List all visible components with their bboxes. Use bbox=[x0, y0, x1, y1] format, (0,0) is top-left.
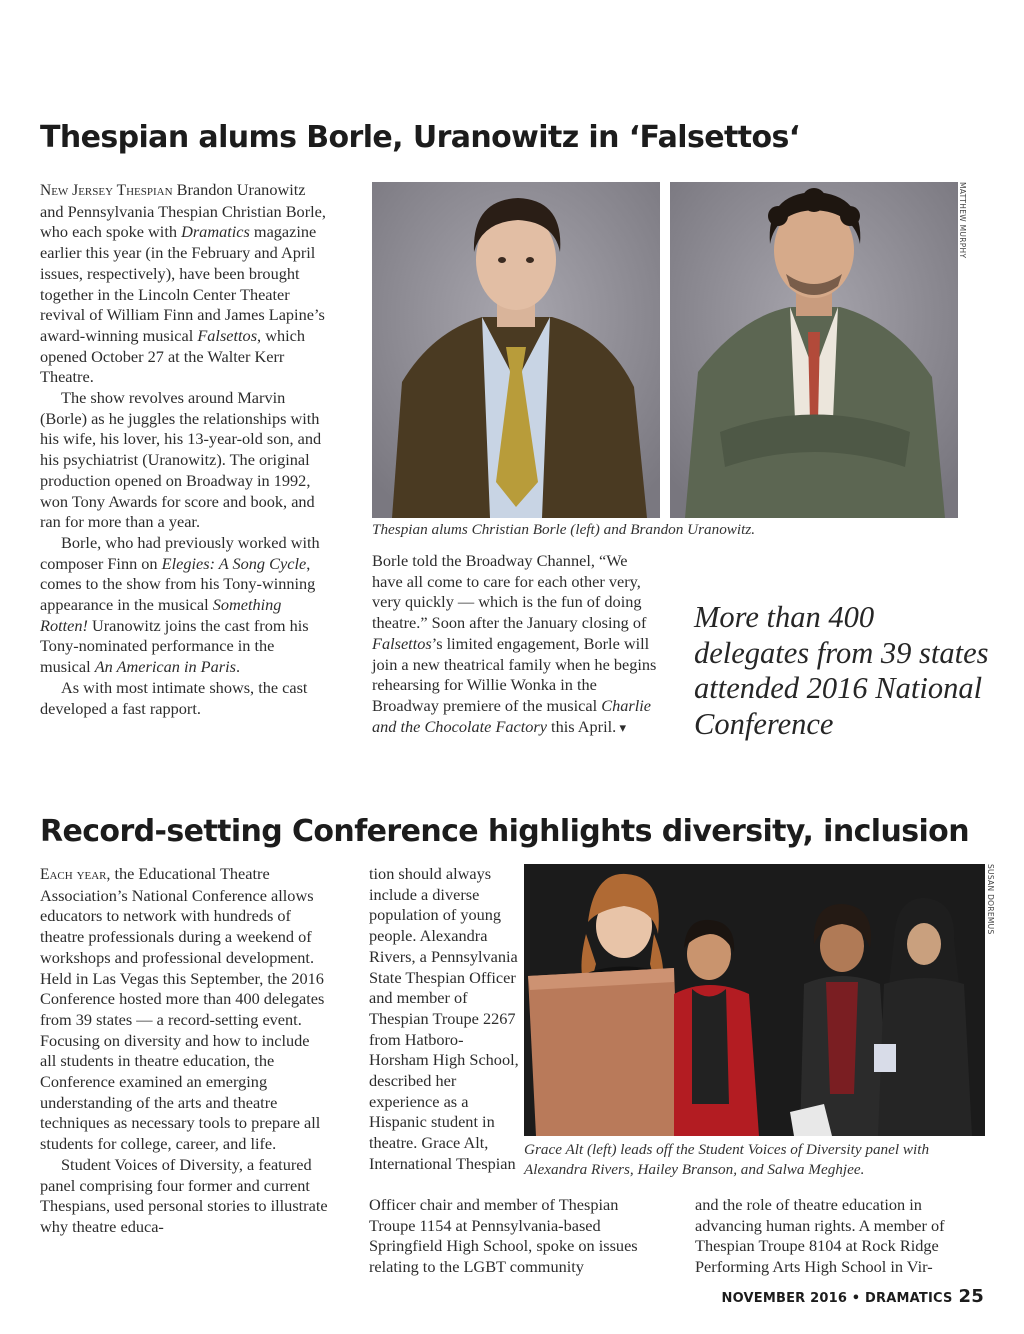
pull-quote: More than 400 delegates from 39 states attended 2016 National Conference bbox=[694, 600, 989, 741]
article-2-paragraph-1: Each year, the Educational Theatre Association’s National Conference allows educators to network with hundreds of theatre professionals during a weekend of workshops and professional development. Held in Las Vegas this September, the 2016 Conference hosted more than 400 delegates from 39 states — a record-setting event. Focusing on diversity and how to include all students in theatre education, the Conference examined an emerging understanding of the arts and theatre techniques as necessary tools to prepare all students for college, career, and life. bbox=[40, 864, 325, 1154]
article-1-paragraph-2: The show revolves around Marvin (Borle) as he juggles the relationships with his wife, his lover, his 13-year-old son, and his psychiatrist (Uranowitz). The original production opened on Broadway in 1992, won Tony Awards for score and book, and ran for more than a year. bbox=[40, 388, 322, 532]
portrait-borle-illustration bbox=[372, 182, 660, 518]
article-1-paragraph-1: New Jersey Thespian Brandon Uranowitz and Pennsylvania Thespian Christian Borle, who each spoke with Dramatics magazine earlier this year (in the February and April issues, respectively), have been brought together in the Lincoln Center Theater revival of William Finn and James Lapine’s award-winning musical Falsettos, which opened October 27 at the Walter Kerr Theatre. bbox=[40, 180, 326, 387]
article-1-paragraph-3: Borle, who had previously worked with composer Finn on Elegies: A Song Cycle, comes to the show from his Tony-winning appearance in the musical Something Rotten! Uranowitz joins the cast from his Tony-nominated performance in the musical An American in Paris. bbox=[40, 532, 320, 677]
article-1-paragraph-4: As with most intimate shows, the cast developed a fast rapport. bbox=[40, 677, 308, 718]
photo-brandon-uranowitz bbox=[670, 182, 958, 518]
article-1-headline: Thespian alums Borle, Uranowitz in ‘Falsettos‘ bbox=[40, 120, 800, 155]
end-of-article-mark: ▾ bbox=[616, 719, 626, 735]
article-2-column-2-bottom: Officer chair and member of Thespian Troupe 1154 at Pennsylvania-based Springfield High School, spoke on issues relating to the LGBT community bbox=[369, 1195, 638, 1277]
article-1-column-2-paragraph: Borle told the Broadway Channel, “We have all come to care for each other very, very quickly — which is the fun of doing theatre.” Soon after the January closing of Falsettos’s limited engagement, Borle will join a new theatrical family when he begins rehearsing for Willie Wonka in the Broadway premiere of the musical Charlie and the Chocolate Factory this April. ▾ bbox=[372, 551, 657, 736]
photo-credit-susan-doremus: SUSAN DOREMUS bbox=[986, 864, 995, 935]
panel-photo-illustration bbox=[524, 864, 985, 1136]
article-2-paragraph-2: Student Voices of Diversity, a featured panel comprising four former and current Thespians, used personal stories to illustrate why theatre educa- bbox=[40, 1154, 328, 1236]
page-number: 25 bbox=[958, 1286, 984, 1307]
photo-student-voices-panel bbox=[524, 864, 985, 1136]
issue-label: NOVEMBER 2016 • DRAMATICS bbox=[721, 1291, 953, 1306]
article-2-column-1 bbox=[40, 864, 329, 1238]
photo-credit-matthew-murphy: MATTHEW MURPHY bbox=[958, 182, 967, 259]
article-2-column-3-bottom: and the role of theatre education in advancing human rights. A member of Thespian Troupe 8104 at Rock Ridge Performing Arts High School in Vir- bbox=[695, 1195, 945, 1277]
article-2-headline: Record-setting Conference highlights diversity, inclusion bbox=[40, 814, 969, 849]
article-1-photo-caption: Thespian alums Christian Borle (left) and Brandon Uranowitz. bbox=[372, 521, 756, 538]
article-1-column-2 bbox=[372, 551, 661, 738]
portrait-uranowitz-illustration bbox=[670, 182, 958, 518]
article-2-photo-caption: Grace Alt (left) leads off the Student Voices of Diversity panel with Alexandra Rivers, Hailey Branson, and Salwa Meghjee. bbox=[524, 1141, 930, 1178]
page-footer bbox=[722, 1286, 984, 1307]
article-1-column-1 bbox=[40, 180, 327, 719]
article-2-column-2-top: tion should always include a diverse population of young people. Alexandra Rivers, a Pennsylvania State Thespian Officer and member of Thespian Troupe 2267 from Hatboro-Horsham High School, described her experience as a Hispanic student in theatre. Grace Alt, International Thespian bbox=[369, 864, 519, 1173]
photo-christian-borle bbox=[372, 182, 660, 518]
